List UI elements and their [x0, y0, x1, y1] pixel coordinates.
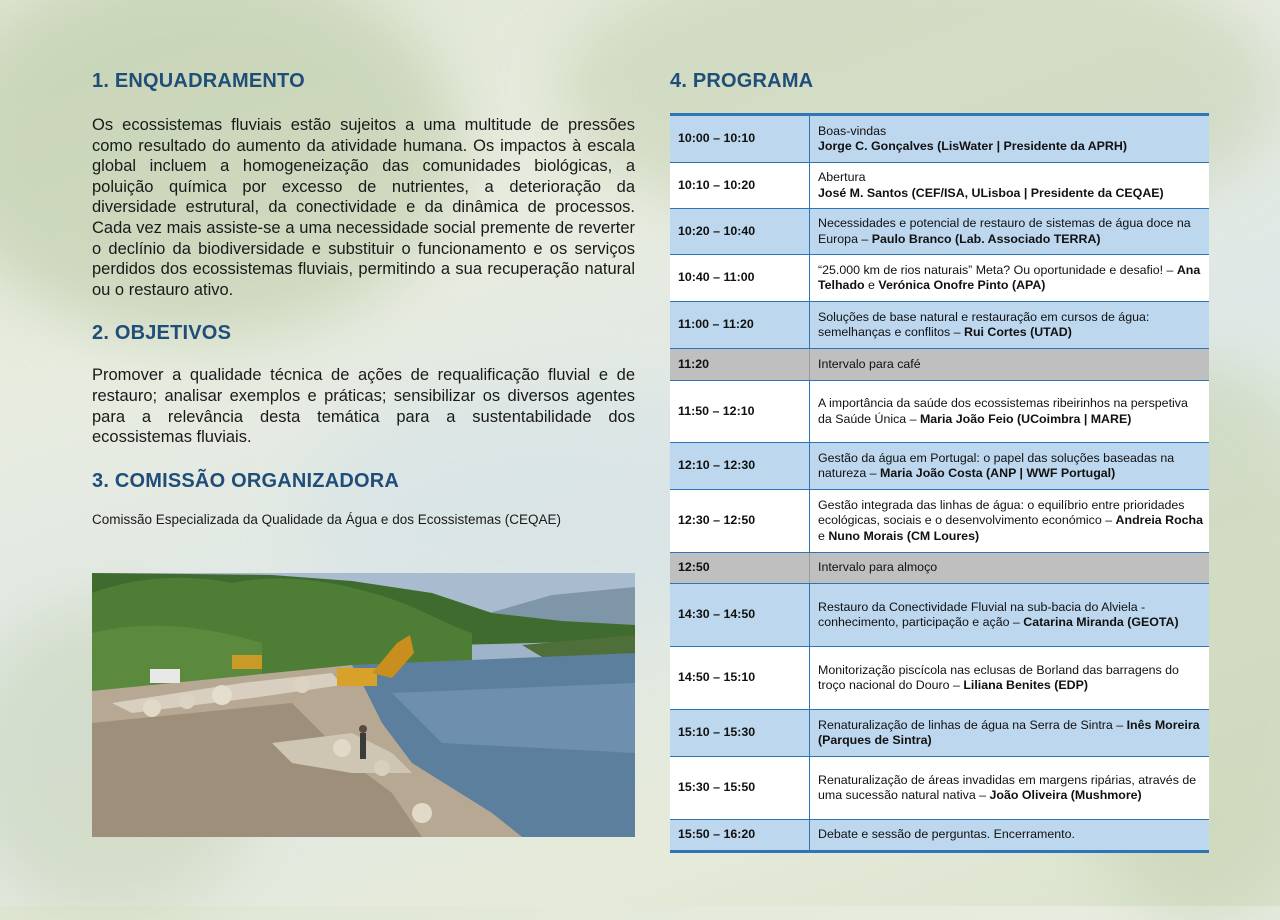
session-description: “25.000 km de rios naturais” Meta? Ou oportunidade e desafio! –	[818, 262, 1177, 277]
speaker-name: João Oliveira (Mushmore)	[989, 788, 1142, 802]
program-time: 10:00 – 10:10	[670, 115, 810, 163]
program-time: 10:10 – 10:20	[670, 163, 810, 209]
program-row	[670, 255, 1209, 302]
speaker-name: Rui Cortes (UTAD)	[964, 325, 1072, 339]
enquadramento-text: Os ecossistemas fluviais estão sujeitos a uma multitude de pressões como resultado do aumento da atividade humana. Os impactos à escala global incluem a homogeneização das comunidades biológicas, a poluição química por excesso de nutrientes, a deterioração da diversidade estrutural, da conectividade e da dinâmica de processos. Cada vez mais assiste-se a uma necessidade social premente de reverter o declínio da biodiversidade e substituir o funcionamento e os serviços perdidos dos ecossistemas fluviais, permitindo a sua recuperação natural ou o restauro ativo.	[92, 116, 635, 299]
speaker-name: Maria João Costa (ANP | WWF Portugal)	[880, 466, 1116, 480]
program-row	[670, 553, 1209, 584]
speaker-name-2: Verónica Onofre Pinto (APA)	[878, 278, 1046, 292]
program-time: 11:00 – 11:20	[670, 302, 810, 349]
session-description: Monitorização piscícola nas eclusas de Borland das barragens do troço nacional do Douro –	[818, 662, 1179, 692]
session-title: Boas-vindas	[818, 123, 887, 138]
program-row	[670, 302, 1209, 349]
speaker-name: Andreia Rocha	[1115, 513, 1203, 528]
speaker-separator: e	[864, 278, 879, 292]
program-description	[810, 302, 1210, 349]
program-time: 15:50 – 16:20	[670, 820, 810, 852]
session-description: Gestão integrada das linhas de água: o equilíbrio entre prioridades ecológicas, sociais e o desenvolvimento económico –	[818, 498, 1185, 528]
program-time: 10:40 – 11:00	[670, 255, 810, 302]
program-table	[670, 113, 1209, 853]
program-row	[670, 584, 1209, 647]
program-time: 11:50 – 12:10	[670, 381, 810, 443]
program-description	[810, 163, 1210, 209]
session-description: Renaturalização de áreas invadidas em margens ripárias, através de uma sucessão natural nativa –	[818, 772, 1197, 802]
program-row	[670, 209, 1209, 255]
program-time: 14:30 – 14:50	[670, 584, 810, 647]
speaker-name: José M. Santos (CEF/ISA, ULisboa | Presidente da CEQAE)	[818, 185, 1164, 200]
program-row	[670, 820, 1209, 852]
speaker-name-2: Nuno Morais (CM Loures)	[828, 528, 980, 543]
section-title-objetivos: 2. OBJETIVOS	[92, 322, 232, 345]
program-time: 12:50	[670, 553, 810, 584]
program-description	[810, 349, 1210, 381]
program-row	[670, 381, 1209, 443]
program-description	[810, 757, 1210, 820]
speaker-name: Maria João Feio (UCoimbra | MARE)	[919, 411, 1132, 426]
program-description	[810, 381, 1210, 443]
session-description: Restauro da Conectividade Fluvial na sub-bacia do Alviela - conhecimento, participação e ação –	[818, 599, 1146, 629]
program-description	[810, 820, 1210, 852]
program-time: 12:10 – 12:30	[670, 443, 810, 490]
session-description: Gestão da água em Portugal: o papel das soluções baseadas na natureza –	[818, 450, 1175, 480]
right-column	[670, 70, 1209, 853]
session-title: Abertura	[818, 170, 866, 185]
program-description	[810, 584, 1210, 647]
speaker-name: Catarina Miranda (GEOTA)	[1023, 615, 1179, 629]
program-time: 15:30 – 15:50	[670, 757, 810, 820]
speaker-name: Paulo Branco (Lab. Associado TERRA)	[871, 231, 1101, 246]
session-description: Intervalo para café	[818, 356, 921, 371]
speaker-name: Inês Moreira (Parques de Sintra)	[818, 717, 1200, 747]
session-description: Renaturalização de linhas de água na Serra de Sintra –	[818, 717, 1127, 732]
section-title-programa: 4. PROGRAMA	[670, 70, 814, 92]
program-row	[670, 443, 1209, 490]
left-column	[92, 70, 635, 527]
program-row	[670, 710, 1209, 757]
program-row	[670, 163, 1209, 209]
program-time: 10:20 – 10:40	[670, 209, 810, 255]
program-description	[810, 255, 1210, 302]
program-time: 12:30 – 12:50	[670, 490, 810, 553]
section-title-comissao: 3. COMISSÃO ORGANIZADORA	[92, 469, 400, 492]
speaker-separator: e	[818, 528, 829, 543]
session-description: A importância da saúde dos ecossistemas ribeirinhos na perspetiva da Saúde Única –	[818, 396, 1188, 426]
speaker-name: Liliana Benites (EDP)	[963, 678, 1088, 692]
objetivos-text: Promover a qualidade técnica de ações de requalificação fluvial e de restauro; analisar exemplos e práticas; sensibilizar os diversos agentes para a relevância desta temática para a sustentabilidade dos ecossistemas fluviais.	[92, 366, 635, 447]
program-row	[670, 490, 1209, 553]
program-row	[670, 349, 1209, 381]
program-row	[670, 647, 1209, 710]
program-time: 14:50 – 15:10	[670, 647, 810, 710]
program-row	[670, 115, 1209, 163]
program-description	[810, 553, 1210, 584]
session-description: Debate e sessão de perguntas. Encerramento.	[818, 827, 1075, 842]
speaker-name: Jorge C. Gonçalves (LisWater | Presidente da APRH)	[818, 139, 1127, 153]
program-time: 15:10 – 15:30	[670, 710, 810, 757]
session-description: Soluções de base natural e restauração em cursos de água: semelhanças e conflitos –	[818, 309, 1150, 339]
program-description	[810, 115, 1210, 163]
comissao-text: Comissão Especializada da Qualidade da Água e dos Ecossistemas (CEQAE)	[92, 511, 561, 527]
program-description	[810, 209, 1210, 255]
river-restoration-photo	[92, 573, 635, 837]
program-description	[810, 443, 1210, 490]
program-description	[810, 710, 1210, 757]
program-row	[670, 757, 1209, 820]
session-description: Necessidades e potencial de restauro de sistemas de água doce na Europa –	[818, 216, 1191, 246]
program-description	[810, 490, 1210, 553]
program-time: 11:20	[670, 349, 810, 381]
program-description	[810, 647, 1210, 710]
session-description: Intervalo para almoço	[818, 560, 938, 575]
speaker-name: Ana Telhado	[818, 262, 1201, 292]
section-title-enquadramento: 1. ENQUADRAMENTO	[92, 70, 305, 92]
